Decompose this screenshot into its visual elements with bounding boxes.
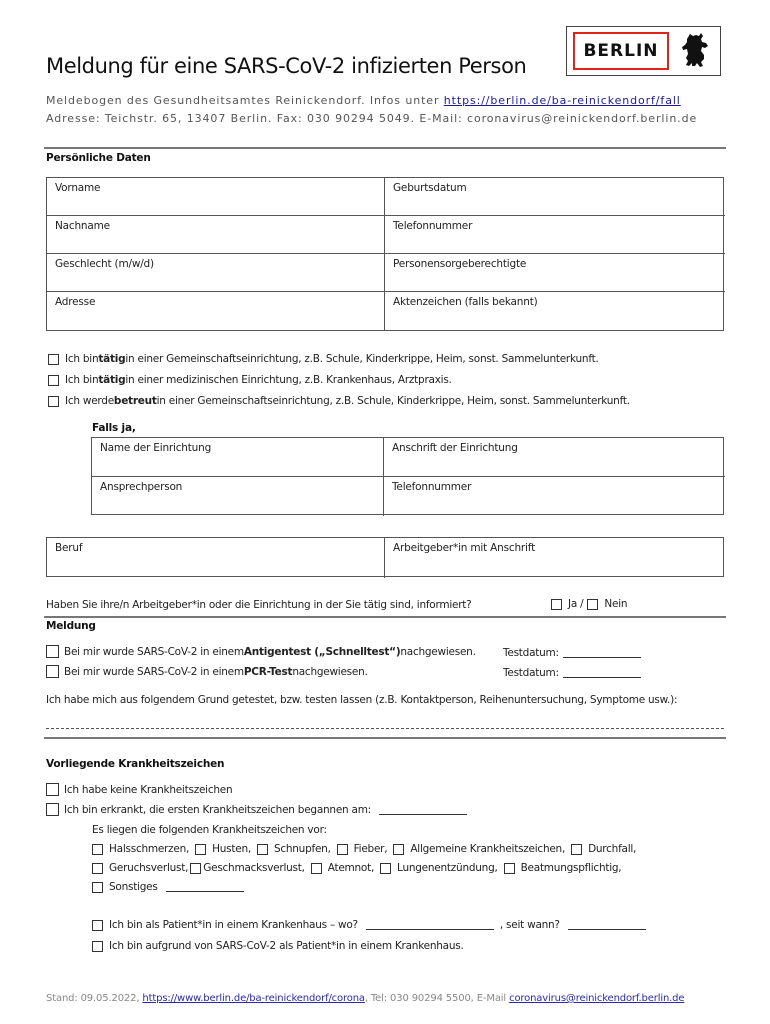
- field-arbeitgeber[interactable]: Arbeitgeber*in mit Anschrift: [393, 542, 535, 554]
- divider: [44, 616, 726, 618]
- activity-option-1[interactable]: Ich bin tätig in einer Gemeinschaftseinrichtung, z.B. Schule, Kinderkrippe, Heim, sonst. Sammelunterkunft.: [48, 353, 599, 365]
- page-title: Meldung für eine SARS-CoV-2 infizierten Person: [46, 54, 527, 78]
- checkbox[interactable]: [46, 665, 59, 678]
- checkbox[interactable]: [46, 645, 59, 658]
- test-reason-label: Ich habe mich aus folgendem Grund getestet, bzw. testen lassen (z.B. Kontaktperson, Reihenuntersuchung, Symptome usw.):: [46, 694, 678, 706]
- antigen-option[interactable]: Bei mir wurde SARS-CoV-2 in einem Antigentest („Schnelltest“) nachgewiesen.: [46, 645, 476, 658]
- checkbox[interactable]: [393, 844, 404, 855]
- subtitle-prefix: Meldebogen des Gesundheitsamtes Reinickendorf. Infos unter: [46, 94, 444, 107]
- checkbox[interactable]: [571, 844, 582, 855]
- berlin-bear-icon: [681, 31, 711, 71]
- checkbox-nein[interactable]: [587, 599, 598, 610]
- field-name-einrichtung[interactable]: Name der Einrichtung: [92, 438, 384, 477]
- field-telefonnummer-einrichtung[interactable]: Telefonnummer: [392, 481, 472, 493]
- hospital-option: Ich bin als Patient*in in einem Krankenhaus – wo? , seit wann?: [92, 919, 646, 931]
- pcr-option[interactable]: Bei mir wurde SARS-CoV-2 in einem PCR-Test nachgewiesen.: [46, 665, 368, 678]
- job-table: [46, 537, 724, 577]
- checkbox[interactable]: [46, 783, 59, 796]
- checkbox[interactable]: [92, 882, 103, 893]
- activity-option-3[interactable]: Ich werde betreut in einer Gemeinschaftseinrichtung, z.B. Schule, Kinderkrippe, Heim, sonst. Sammelunterkunft.: [48, 395, 630, 407]
- hospital-where-field[interactable]: [366, 929, 494, 930]
- symptoms-intro: Es liegen die folgenden Krankheitszeichen vor:: [92, 824, 327, 836]
- checkbox[interactable]: [92, 863, 103, 874]
- antigen-date-field[interactable]: [563, 657, 641, 658]
- pcr-date-field[interactable]: [563, 677, 641, 678]
- berlin-logo-text: BERLIN: [583, 41, 659, 61]
- activity-option-2[interactable]: Ich bin tätig in einer medizinischen Einrichtung, z.B. Krankenhaus, Arztpraxis.: [48, 374, 452, 386]
- section-title-symptoms: Vorliegende Krankheitszeichen: [46, 758, 225, 770]
- hospital-reason-option: Ich bin aufgrund von SARS-CoV-2 als Patient*in in einem Krankenhaus.: [92, 940, 464, 952]
- checkbox[interactable]: [46, 803, 59, 816]
- field-ansprechperson[interactable]: Ansprechperson: [92, 477, 384, 516]
- checkbox[interactable]: [92, 844, 103, 855]
- section-title-meldung: Meldung: [46, 620, 96, 632]
- falls-ja-label: Falls ja,: [92, 422, 136, 434]
- footer-corona-link[interactable]: https://www.berlin.de/ba-reinickendorf/corona: [142, 993, 365, 1004]
- divider: [44, 147, 726, 149]
- field-beruf[interactable]: Beruf: [47, 538, 385, 578]
- employer-answer: Ja / Nein: [551, 598, 627, 610]
- checkbox[interactable]: [257, 844, 268, 855]
- field-nachname[interactable]: Nachname: [47, 216, 385, 254]
- checkbox-ja[interactable]: [551, 599, 562, 610]
- antigen-testdate: Testdatum:: [503, 647, 641, 659]
- checkbox[interactable]: [48, 354, 59, 365]
- checkbox[interactable]: [195, 844, 206, 855]
- field-telefonnummer[interactable]: Telefonnummer: [385, 216, 725, 254]
- field-adresse[interactable]: Adresse: [47, 292, 385, 330]
- hospital-since-field[interactable]: [568, 929, 646, 930]
- checkbox[interactable]: [48, 396, 59, 407]
- footer-email-link[interactable]: coronavirus@reinickendorf.berlin.de: [509, 993, 685, 1004]
- berlin-logo: [566, 26, 721, 76]
- symptom-none[interactable]: Ich habe keine Krankheitszeichen: [46, 783, 232, 796]
- checkbox[interactable]: [48, 375, 59, 386]
- checkbox[interactable]: [311, 863, 322, 874]
- field-vorname[interactable]: Vorname: [47, 178, 385, 216]
- test-reason-field[interactable]: [46, 728, 724, 730]
- checkbox[interactable]: [92, 941, 103, 952]
- pcr-testdate: Testdatum:: [503, 667, 641, 679]
- footer: Stand: 09.05.2022, https://www.berlin.de/ba-reinickendorf/corona, Tel: 030 90294 5500, E-Mail coronavirus@reinickendorf.berlin.de: [46, 993, 685, 1004]
- other-symptoms-field[interactable]: [166, 891, 244, 892]
- field-aktenzeichen[interactable]: Aktenzeichen (falls bekannt): [393, 296, 538, 308]
- checkbox[interactable]: [337, 844, 348, 855]
- checkbox[interactable]: [504, 863, 515, 874]
- address-line: Adresse: Teichstr. 65, 13407 Berlin. Fax: 030 90294 5049. E-Mail: coronavirus@reinickendorf.berlin.de: [46, 112, 698, 125]
- field-geburtsdatum[interactable]: Geburtsdatum: [385, 178, 725, 216]
- info-link[interactable]: https://berlin.de/ba-reinickendorf/fall: [443, 94, 681, 107]
- onset-date-field[interactable]: [379, 814, 467, 815]
- symptom-row-2: Geruchsverlust, Geschmacksverlust, Atemnot, Lungenentzündung, Beatmungspflichtig,: [92, 862, 621, 874]
- field-geschlecht[interactable]: Geschlecht (m/w/d): [47, 254, 385, 292]
- employer-question: Haben Sie ihre/n Arbeitgeber*in oder die Einrichtung in der Sie tätig sind, informiert?: [46, 599, 472, 611]
- checkbox[interactable]: [190, 863, 201, 874]
- subtitle: [46, 94, 681, 107]
- symptom-ill[interactable]: Ich bin erkrankt, die ersten Krankheitszeichen begannen am:: [46, 803, 467, 816]
- checkbox[interactable]: [380, 863, 391, 874]
- checkbox[interactable]: [92, 920, 103, 931]
- institution-table: [91, 437, 724, 515]
- personal-data-table: [46, 177, 724, 331]
- field-anschrift-einrichtung[interactable]: Anschrift der Einrichtung: [384, 438, 725, 477]
- divider: [44, 737, 726, 739]
- section-title-personal: Persönliche Daten: [46, 152, 151, 164]
- field-personensorgeberechtigte[interactable]: Personensorgeberechtigte: [385, 254, 725, 292]
- berlin-logo-wordmark: [573, 32, 669, 70]
- symptom-other: Sonstiges: [92, 881, 244, 893]
- symptom-row-1: Halsschmerzen, Husten, Schnupfen, Fieber, Allgemeine Krankheitszeichen, Durchfall,: [92, 843, 636, 855]
